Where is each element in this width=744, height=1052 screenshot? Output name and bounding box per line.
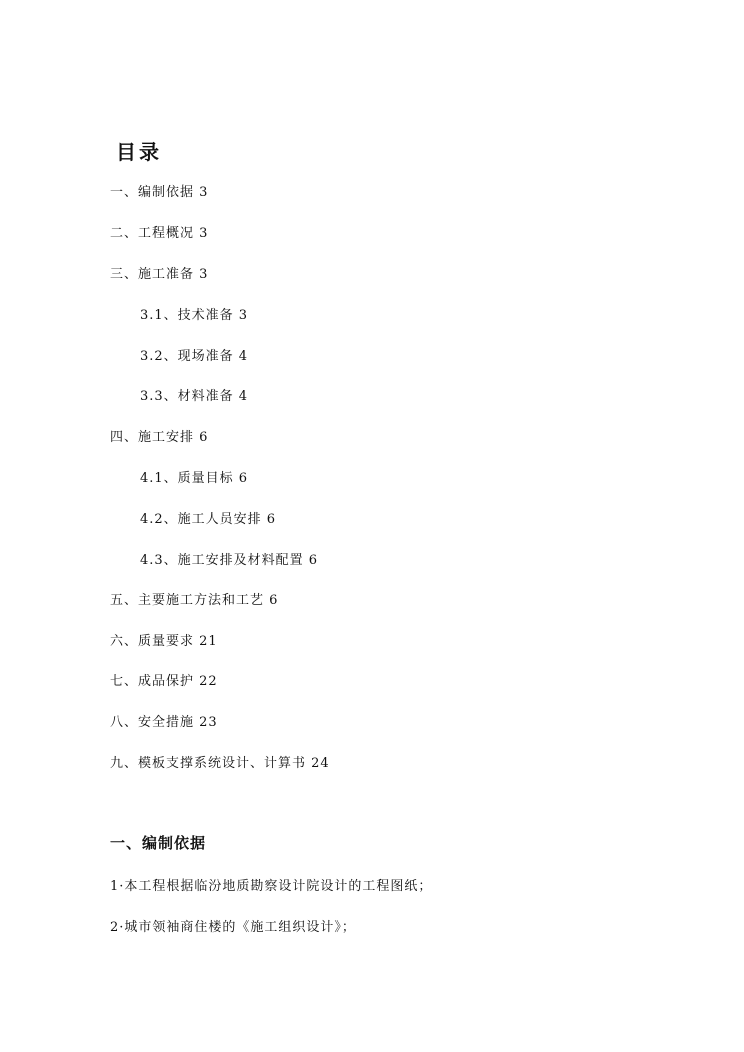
paragraph: 1·本工程根据临汾地质勘察设计院设计的工程图纸； (110, 879, 433, 894)
paragraph: 2·城市领袖商住楼的《施工组织设计》； (110, 920, 356, 935)
toc-item[interactable]: 七、成品保护 22 (110, 674, 218, 689)
toc-subitem[interactable]: 4.3、施工安排及材料配置 6 (140, 553, 319, 568)
toc-subitem[interactable]: 3.2、现场准备 4 (140, 349, 249, 364)
toc-item[interactable]: 四、施工安排 6 (110, 430, 209, 445)
toc-item[interactable]: 九、模板支撑系统设计、计算书 24 (110, 756, 330, 771)
toc-subitem[interactable]: 4.2、施工人员安排 6 (140, 512, 277, 527)
toc-item[interactable]: 一、编制依据 3 (110, 185, 209, 200)
toc-subitem[interactable]: 3.3、材料准备 4 (140, 389, 249, 404)
toc-subitem[interactable]: 4.1、质量目标 6 (140, 471, 249, 486)
toc-item[interactable]: 五、主要施工方法和工艺 6 (110, 593, 279, 608)
toc-item[interactable]: 三、施工准备 3 (110, 267, 209, 282)
toc-item[interactable]: 六、质量要求 21 (110, 634, 218, 649)
toc-item[interactable]: 二、工程概况 3 (110, 226, 209, 241)
toc-title: 目录 (116, 140, 162, 164)
toc-item[interactable]: 八、安全措施 23 (110, 715, 218, 730)
toc-subitem[interactable]: 3.1、技术准备 3 (140, 308, 249, 323)
section-heading: 一、编制依据 (110, 834, 207, 852)
